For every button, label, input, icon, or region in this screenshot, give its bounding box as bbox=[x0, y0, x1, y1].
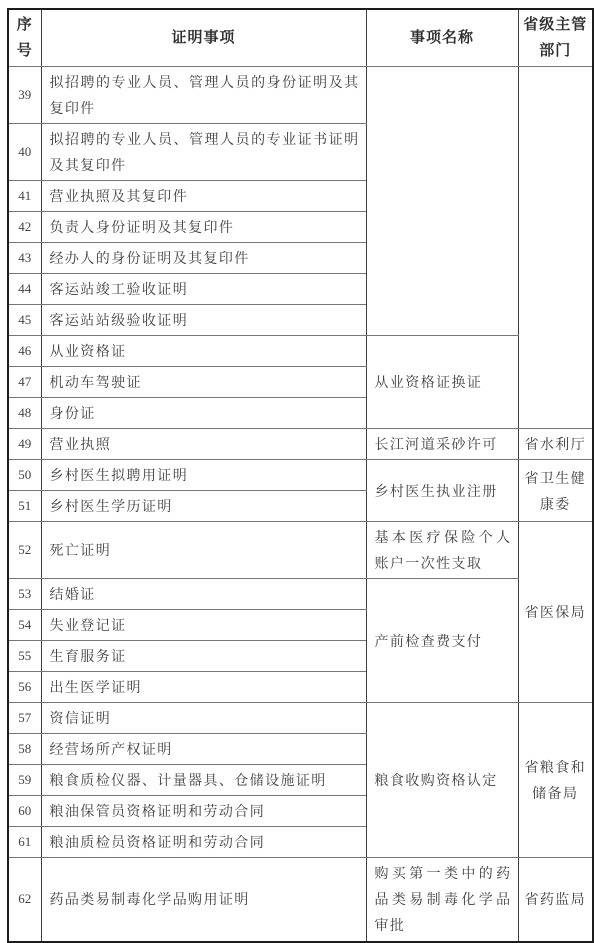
table-row bbox=[8, 579, 593, 610]
row-number-cell: 39 bbox=[8, 67, 41, 124]
row-number-cell: 51 bbox=[8, 491, 41, 522]
cert-item-cell: 药品类易制毒化学品购用证明 bbox=[41, 858, 366, 942]
header-matter-name: 事项名称 bbox=[366, 9, 518, 67]
cert-item-cell: 客运站竣工验收证明 bbox=[41, 274, 366, 305]
row-number-cell: 40 bbox=[8, 124, 41, 181]
table-row bbox=[8, 429, 593, 460]
table-row bbox=[8, 460, 593, 491]
cert-item-cell: 粮油保管员资格证明和劳动合同 bbox=[41, 796, 366, 827]
department-cell: 省医保局 bbox=[518, 522, 593, 703]
row-number-cell: 43 bbox=[8, 243, 41, 274]
cert-item-cell: 出生医学证明 bbox=[41, 672, 366, 703]
row-number-cell: 56 bbox=[8, 672, 41, 703]
cert-item-cell: 资信证明 bbox=[41, 703, 366, 734]
department-cell: 省卫生健康委 bbox=[518, 460, 593, 522]
cert-item-cell: 经营场所产权证明 bbox=[41, 734, 366, 765]
table-header-row bbox=[8, 9, 593, 67]
row-number-cell: 52 bbox=[8, 522, 41, 579]
department-cell: 省药监局 bbox=[518, 858, 593, 942]
row-number-cell: 62 bbox=[8, 858, 41, 942]
cert-item-cell: 经办人的身份证明及其复印件 bbox=[41, 243, 366, 274]
row-number-cell: 44 bbox=[8, 274, 41, 305]
matter-name-cell: 粮食收购资格认定 bbox=[366, 703, 518, 858]
matter-name-cell: 乡村医生执业注册 bbox=[366, 460, 518, 522]
row-number-cell: 53 bbox=[8, 579, 41, 610]
row-number-cell: 48 bbox=[8, 398, 41, 429]
header-no: 序号 bbox=[8, 9, 41, 67]
row-number-cell: 61 bbox=[8, 827, 41, 858]
cert-item-cell: 乡村医生拟聘用证明 bbox=[41, 460, 366, 491]
cert-item-cell: 失业登记证 bbox=[41, 610, 366, 641]
matter-name-cell: 产前检查费支付 bbox=[366, 579, 518, 703]
cert-item-cell: 粮食质检仪器、计量器具、仓储设施证明 bbox=[41, 765, 366, 796]
row-number-cell: 42 bbox=[8, 212, 41, 243]
row-number-cell: 55 bbox=[8, 641, 41, 672]
cert-item-cell: 拟招聘的专业人员、管理人员的身份证明及其复印件 bbox=[41, 67, 366, 124]
cert-item-cell: 营业执照 bbox=[41, 429, 366, 460]
matter-name-cell: 从业资格证换证 bbox=[366, 336, 518, 429]
cert-item-cell: 客运站站级验收证明 bbox=[41, 305, 366, 336]
matter-name-cell: 购买第一类中的药品类易制毒化学品审批 bbox=[366, 858, 518, 942]
cert-item-cell: 结婚证 bbox=[41, 579, 366, 610]
certification-items-table bbox=[7, 8, 594, 943]
matter-name-cell: 基本医疗保险个人账户一次性支取 bbox=[366, 522, 518, 579]
department-cell: 省水利厅 bbox=[518, 429, 593, 460]
cert-item-cell: 身份证 bbox=[41, 398, 366, 429]
row-number-cell: 59 bbox=[8, 765, 41, 796]
row-number-cell: 45 bbox=[8, 305, 41, 336]
department-cell bbox=[518, 67, 593, 429]
row-number-cell: 54 bbox=[8, 610, 41, 641]
row-number-cell: 57 bbox=[8, 703, 41, 734]
table-row bbox=[8, 522, 593, 579]
row-number-cell: 41 bbox=[8, 181, 41, 212]
cert-item-cell: 生育服务证 bbox=[41, 641, 366, 672]
cert-item-cell: 营业执照及其复印件 bbox=[41, 181, 366, 212]
matter-name-cell: 长江河道采砂许可 bbox=[366, 429, 518, 460]
row-number-cell: 49 bbox=[8, 429, 41, 460]
table-row bbox=[8, 858, 593, 942]
cert-item-cell: 拟招聘的专业人员、管理人员的专业证书证明及其复印件 bbox=[41, 124, 366, 181]
department-cell: 省粮食和储备局 bbox=[518, 703, 593, 858]
table-row bbox=[8, 703, 593, 734]
table-row bbox=[8, 336, 593, 367]
cert-item-cell: 机动车驾驶证 bbox=[41, 367, 366, 398]
row-number-cell: 58 bbox=[8, 734, 41, 765]
document-page bbox=[0, 8, 600, 934]
header-cert-item: 证明事项 bbox=[41, 9, 366, 67]
header-department: 省级主管部门 bbox=[518, 9, 593, 67]
cert-item-cell: 从业资格证 bbox=[41, 336, 366, 367]
cert-item-cell: 乡村医生学历证明 bbox=[41, 491, 366, 522]
cert-item-cell: 死亡证明 bbox=[41, 522, 366, 579]
cert-item-cell: 粮油质检员资格证明和劳动合同 bbox=[41, 827, 366, 858]
table-row bbox=[8, 67, 593, 124]
row-number-cell: 50 bbox=[8, 460, 41, 491]
cert-item-cell: 负责人身份证明及其复印件 bbox=[41, 212, 366, 243]
row-number-cell: 60 bbox=[8, 796, 41, 827]
matter-name-cell bbox=[366, 67, 518, 336]
row-number-cell: 47 bbox=[8, 367, 41, 398]
row-number-cell: 46 bbox=[8, 336, 41, 367]
